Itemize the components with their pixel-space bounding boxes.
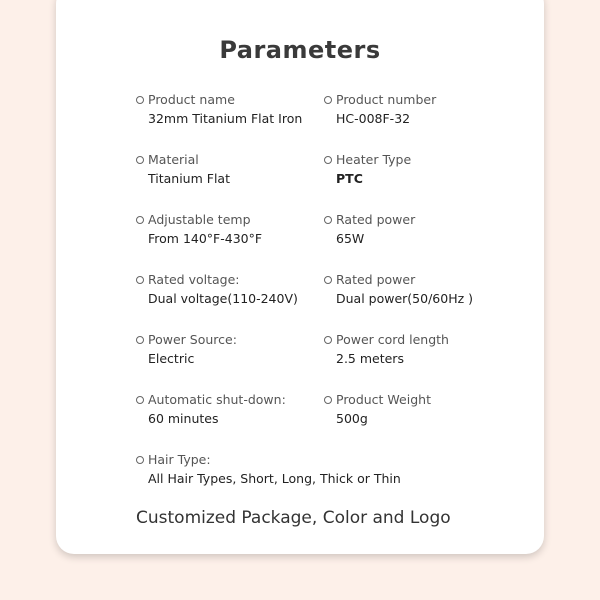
param-value: All Hair Types, Short, Long, Thick or Thin <box>148 471 401 486</box>
param-label: Rated power <box>336 272 416 287</box>
param-rated-voltage <box>136 272 298 307</box>
circle-bullet-icon <box>136 456 144 464</box>
param-hair-type <box>136 452 401 487</box>
param-product-number <box>324 92 436 127</box>
param-label: Heater Type <box>336 152 412 167</box>
circle-bullet-icon <box>136 336 144 344</box>
param-label: Material <box>148 152 199 167</box>
param-label: Automatic shut-down: <box>148 392 286 407</box>
param-label: Power Source: <box>148 332 237 347</box>
param-label: Product Weight <box>336 392 431 407</box>
param-product-name <box>136 92 302 127</box>
circle-bullet-icon <box>136 96 144 104</box>
param-rated-power <box>324 212 415 247</box>
circle-bullet-icon <box>324 396 332 404</box>
param-value: From 140°F-430°F <box>148 231 263 246</box>
circle-bullet-icon <box>136 276 144 284</box>
circle-bullet-icon <box>136 216 144 224</box>
param-material <box>136 152 230 187</box>
param-label: Hair Type: <box>148 452 211 467</box>
param-value: 500g <box>336 411 368 426</box>
param-label: Product name <box>148 92 235 107</box>
param-value: 32mm Titanium Flat Iron <box>148 111 303 126</box>
circle-bullet-icon <box>136 396 144 404</box>
param-label: Rated power <box>336 212 416 227</box>
param-value: Dual power(50/60Hz ) <box>336 291 473 306</box>
circle-bullet-icon <box>324 276 332 284</box>
parameters-card <box>56 0 544 554</box>
circle-bullet-icon <box>136 156 144 164</box>
param-value: Dual voltage(110-240V) <box>148 291 298 306</box>
circle-bullet-icon <box>324 96 332 104</box>
param-label: Rated voltage: <box>148 272 240 287</box>
circle-bullet-icon <box>324 216 332 224</box>
param-label: Product number <box>336 92 437 107</box>
param-value: 60 minutes <box>148 411 219 426</box>
page-title: Parameters <box>219 36 381 64</box>
param-power-cord-length <box>324 332 449 367</box>
param-label: Power cord length <box>336 332 449 347</box>
param-adjustable-temp <box>136 212 262 247</box>
circle-bullet-icon <box>324 336 332 344</box>
param-value: 65W <box>336 231 365 246</box>
param-heater-type <box>324 152 411 187</box>
param-value: Electric <box>148 351 195 366</box>
customization-note: Customized Package, Color and Logo <box>136 508 451 528</box>
param-power-source <box>136 332 237 367</box>
param-value: Titanium Flat <box>148 171 230 186</box>
param-value: 2.5 meters <box>336 351 404 366</box>
param-rated-power-dual <box>324 272 473 307</box>
param-automatic-shutdown <box>136 392 286 427</box>
param-product-weight <box>324 392 431 427</box>
param-label: Adjustable temp <box>148 212 251 227</box>
param-value: PTC <box>336 171 363 186</box>
circle-bullet-icon <box>324 156 332 164</box>
param-value: HC-008F-32 <box>336 111 411 126</box>
